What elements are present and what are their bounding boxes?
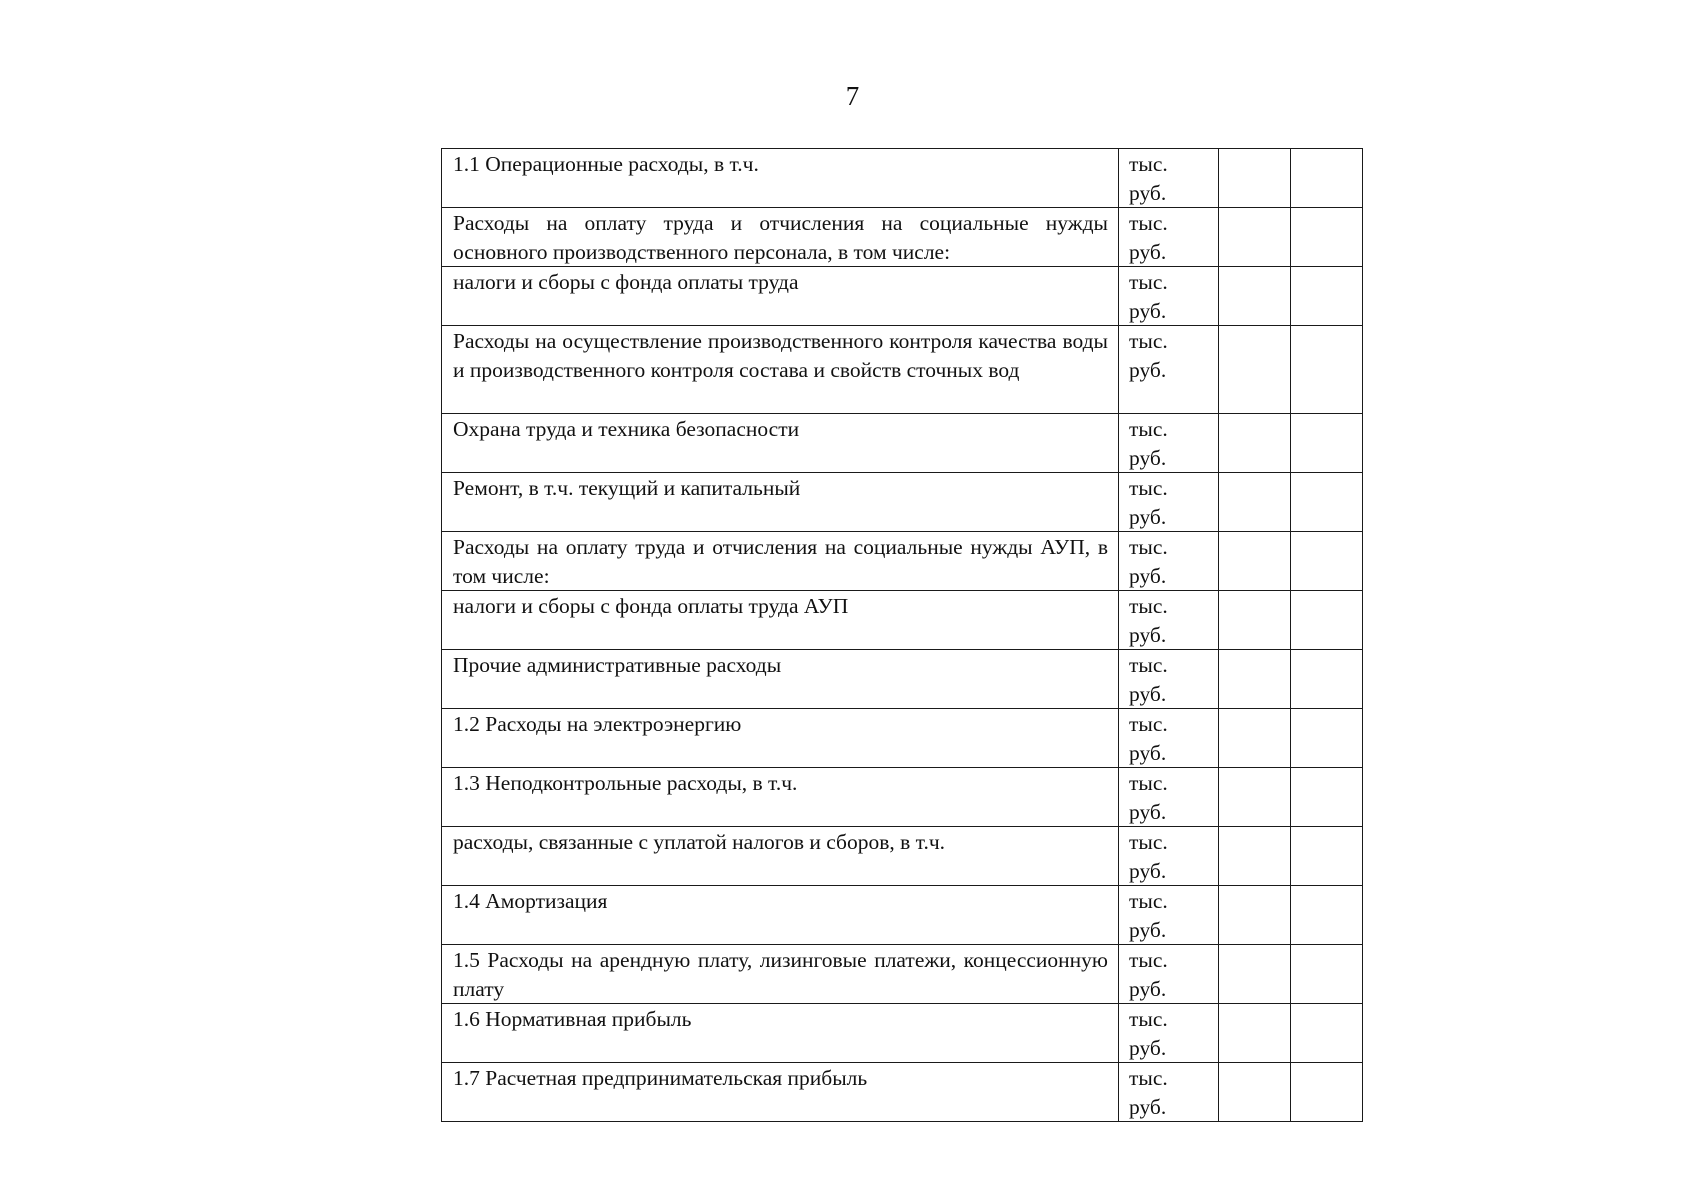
value-cell [1219,473,1291,532]
value-cell [1291,886,1363,945]
row-label: 1.4 Амортизация [442,886,1119,945]
unit-line: тыс. [1129,1066,1168,1090]
unit-line: руб. [1129,681,1167,706]
row-label: расходы, связанные с уплатой налогов и сборов, в т.ч. [442,827,1119,886]
unit-line: руб. [1129,858,1167,883]
unit-cell [1119,473,1219,532]
unit-line: тыс. [1129,1007,1168,1031]
unit-line: руб. [1129,563,1167,588]
unit-cell [1119,208,1219,267]
unit-line: тыс. [1129,535,1168,559]
table-row [442,591,1363,650]
row-label: 1.6 Нормативная прибыль [442,1004,1119,1063]
unit-line: тыс. [1129,152,1168,176]
value-cell [1219,768,1291,827]
row-label: налоги и сборы с фонда оплаты труда [442,267,1119,326]
row-label: Прочие административные расходы [442,650,1119,709]
value-cell [1219,709,1291,768]
table-row [442,149,1363,208]
table-row [442,1004,1363,1063]
unit-cell [1119,1004,1219,1063]
value-cell [1291,267,1363,326]
table-row [442,414,1363,473]
page-number: 7 [845,81,860,111]
row-label: 1.7 Расчетная предпринимательская прибыль [442,1063,1119,1122]
unit-line: руб. [1129,799,1167,824]
value-cell [1291,532,1363,591]
unit-line: тыс. [1129,712,1168,736]
expenses-table [441,148,1363,1122]
value-cell [1291,1063,1363,1122]
unit-line: тыс. [1129,476,1168,500]
unit-line: руб. [1129,298,1167,323]
value-cell [1219,1063,1291,1122]
value-cell [1219,414,1291,473]
unit-cell [1119,267,1219,326]
value-cell [1219,326,1291,414]
value-cell [1219,149,1291,208]
table-row [442,532,1363,591]
row-label: Расходы на оплату труда и отчисления на социальные нужды АУП, в том числе: [442,532,1119,591]
value-cell [1219,208,1291,267]
unit-line: руб. [1129,445,1167,470]
unit-cell [1119,1063,1219,1122]
unit-cell [1119,945,1219,1004]
value-cell [1219,945,1291,1004]
value-cell [1291,709,1363,768]
unit-line: руб. [1129,740,1167,765]
value-cell [1291,326,1363,414]
row-label: 1.1 Операционные расходы, в т.ч. [442,149,1119,208]
value-cell [1291,473,1363,532]
unit-line: тыс. [1129,329,1168,353]
unit-line: тыс. [1129,771,1168,795]
unit-cell [1119,650,1219,709]
unit-line: руб. [1129,976,1167,1001]
row-label: налоги и сборы с фонда оплаты труда АУП [442,591,1119,650]
table-row [442,945,1363,1004]
row-label: 1.5 Расходы на арендную плату, лизинговые платежи, концессионную плату [442,945,1119,1004]
table-row [442,886,1363,945]
unit-cell [1119,414,1219,473]
unit-line: тыс. [1129,830,1168,854]
unit-line: руб. [1129,917,1167,942]
unit-cell [1119,827,1219,886]
value-cell [1291,1004,1363,1063]
table-row [442,650,1363,709]
unit-cell [1119,709,1219,768]
unit-line: руб. [1129,180,1167,205]
row-label: Расходы на оплату труда и отчисления на социальные нужды основного производственного персонала, в том числе: [442,208,1119,267]
value-cell [1219,532,1291,591]
row-label: Охрана труда и техника безопасности [442,414,1119,473]
value-cell [1219,267,1291,326]
value-cell [1291,591,1363,650]
table-row [442,208,1363,267]
value-cell [1291,768,1363,827]
row-label: Ремонт, в т.ч. текущий и капитальный [442,473,1119,532]
unit-line: руб. [1129,239,1167,264]
value-cell [1291,208,1363,267]
unit-line: тыс. [1129,211,1168,235]
value-cell [1219,1004,1291,1063]
value-cell [1291,650,1363,709]
unit-cell [1119,886,1219,945]
table-row [442,709,1363,768]
unit-line: руб. [1129,622,1167,647]
unit-cell [1119,768,1219,827]
value-cell [1219,886,1291,945]
unit-line: руб. [1129,1035,1167,1060]
value-cell [1291,149,1363,208]
unit-line: тыс. [1129,594,1168,618]
unit-cell [1119,591,1219,650]
table-row [442,326,1363,414]
unit-line: руб. [1129,1094,1167,1119]
row-label: Расходы на осуществление производственного контроля качества воды и производственного контроля состава и свойств сточных вод [442,326,1119,414]
unit-line: тыс. [1129,653,1168,677]
row-label: 1.3 Неподконтрольные расходы, в т.ч. [442,768,1119,827]
value-cell [1291,945,1363,1004]
unit-cell [1119,532,1219,591]
unit-line: тыс. [1129,948,1168,972]
value-cell [1219,591,1291,650]
unit-cell [1119,326,1219,414]
unit-cell [1119,149,1219,208]
table-row [442,768,1363,827]
table-row [442,267,1363,326]
table-row [442,827,1363,886]
value-cell [1219,827,1291,886]
unit-line: руб. [1129,357,1167,382]
row-label: 1.2 Расходы на электроэнергию [442,709,1119,768]
value-cell [1219,650,1291,709]
table-row [442,1063,1363,1122]
value-cell [1291,414,1363,473]
unit-line: тыс. [1129,417,1168,441]
unit-line: руб. [1129,504,1167,529]
value-cell [1291,827,1363,886]
unit-line: тыс. [1129,270,1168,294]
table-row [442,473,1363,532]
unit-line: тыс. [1129,889,1168,913]
